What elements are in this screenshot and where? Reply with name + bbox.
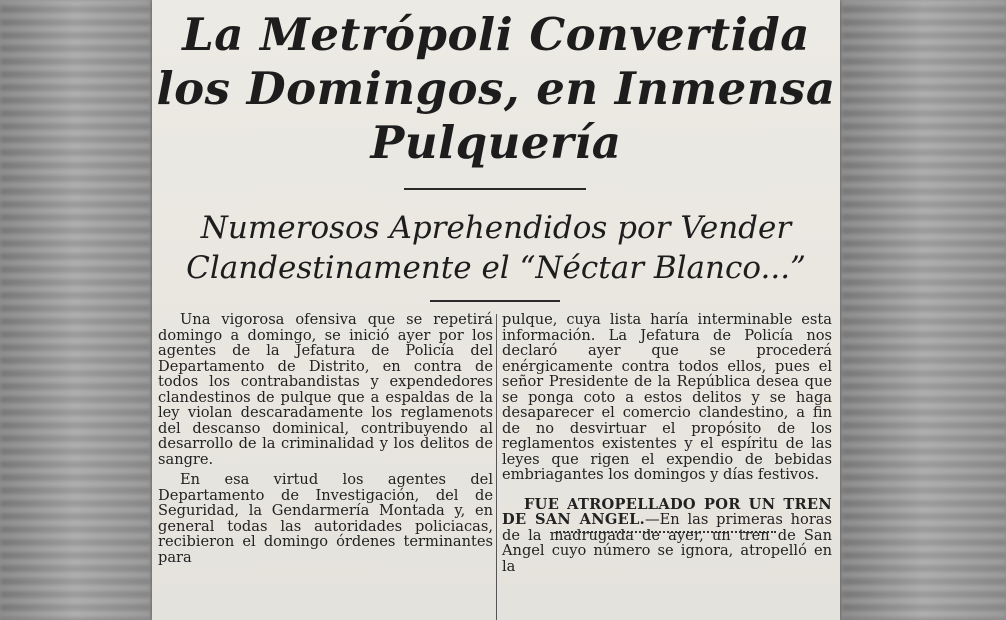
subheadline-rule: [430, 300, 560, 302]
blurred-adjacent-column-right: [842, 0, 1006, 620]
news-item-lead: FUE ATROPELLADO POR UN TREN DE SAN ANGEL.: [502, 495, 832, 528]
subheadline: Numerosos Aprehendidos por Vender Clandestinamente el “Néctar Blanco...”: [186, 210, 806, 286]
article-column-left: [158, 312, 493, 570]
blurred-adjacent-column-left: [0, 0, 150, 620]
headline-rule: [404, 188, 586, 190]
dotted-separator: [556, 531, 776, 533]
body-paragraph: En esa virtud los agentes del Departamento de Investigación, del de Seguridad, la Gendarmería Montada y, en general todas las autoridades policiacas, recibieron el domingo órdenes terminantes para: [158, 471, 493, 566]
body-paragraph: Una vigorosa ofensiva que se repetirá domingo a domingo, se inició ayer por los agentes de la Jefatura de Policía del Departamento de Distrito, en contra de todos los contrabandistas y expendedores clandestinos de pulque que a espaldas de la ley violan descaradamente los reglamenots del descanso dominical, contribuyendo al desarrollo de la criminalidad y los delitos de sangre.: [158, 311, 493, 468]
news-item-body: —En las primeras horas de la madrugada de ayer, un tren de San Angel cuyo número se ignora, atropelló en la: [502, 511, 832, 575]
article-column-right: [502, 312, 832, 579]
news-item-paragraph: [502, 497, 832, 575]
body-paragraph: pulque, cuya lista haría interminable esta información. La Jefatura de Policía nos declaró ayer que se procederá enérgicamente contra todos ellos, pues el señor Presidente de la República desea que se ponga coto a estos delitos y se haga desaparecer el comercio clandestino, a fin de no desvirtuar el propósito de los reglamentos existentes y el espíritu de las leyes que rigen el expendio de bebidas embriagantes los domingos y días festivos.: [502, 311, 832, 483]
newspaper-article: [152, 0, 840, 620]
headline: La Metrópoli Convertida los Domingos, en Inmensa Pulquería: [156, 8, 836, 169]
column-divider: [496, 314, 497, 620]
